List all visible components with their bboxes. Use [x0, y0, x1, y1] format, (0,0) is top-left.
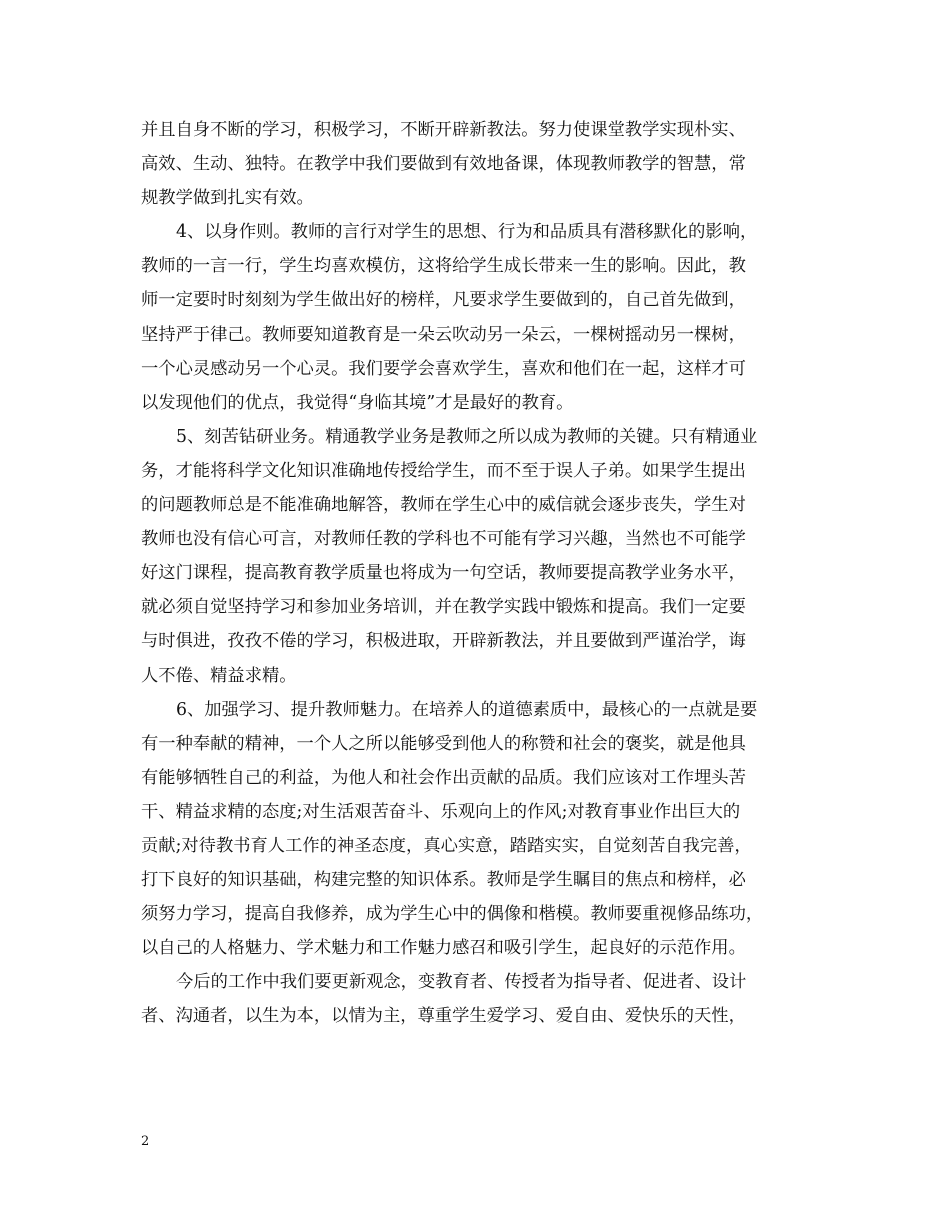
paragraph-first-line: 5、刻苦钻研业务。精通教学业务是教师之所以成为教师的关键。只有精通业 — [176, 426, 758, 447]
paragraph-line: 教师的一言一行，学生均喜欢模仿，这将给学生成长带来一生的影响。因此，教 — [141, 256, 746, 277]
paragraph-first-line: 6、加强学习、提升教师魅力。在培养人的道德素质中，最核心的一点就是要 — [176, 699, 758, 720]
paragraph-line: 须努力学习，提高自我修养，成为学生心中的偶像和楷模。教师要重视修品练功， — [141, 904, 764, 925]
paragraph-line: 贡献;对待教书育人工作的神圣态度，真心实意，踏踏实实，自觉刻苦自我完善， — [141, 835, 752, 856]
paragraph-line: 者、沟通者，以生为本，以情为主，尊重学生爱学习、爱自由、爱快乐的天性， — [141, 1006, 746, 1027]
paragraph-line: 与时俱进，孜孜不倦的学习，积极进取，开辟新教法，并且要做到严谨治学，诲 — [141, 631, 746, 652]
paragraph-line: 规教学做到扎实有效。 — [141, 188, 314, 209]
paragraph-line: 干、精益求精的态度;对生活艰苦奋斗、乐观向上的作风;对教育事业作出巨大的 — [141, 801, 741, 822]
paragraph-line: 务，才能将科学文化知识准确地传授给学生，而不至于误人子弟。如果学生提出 — [141, 460, 746, 481]
paragraph-line: 以自己的人格魅力、学术魅力和工作魅力感召和吸引学生，起良好的示范作用。 — [141, 938, 746, 959]
paragraph-line: 的问题教师总是不能准确地解答，教师在学生心中的威信就会逐步丧失，学生对 — [141, 495, 746, 516]
paragraph-line: 打下良好的知识基础，构建完整的知识体系。教师是学生瞩目的焦点和榜样，必 — [141, 870, 746, 891]
paragraph-first-line: 4、以身作则。教师的言行对学生的思想、行为和品质具有潜移默化的影响， — [176, 222, 758, 243]
paragraph-line: 以发现他们的优点，我觉得“身临其境”才是最好的教育。 — [141, 392, 574, 413]
paragraph-line: 有能够牺牲自己的利益，为他人和社会作出贡献的品质。我们应该对工作埋头苦 — [141, 767, 746, 788]
paragraph-line: 有一种奉献的精神，一个人之所以能够受到他人的称赞和社会的褒奖，就是他具 — [141, 733, 746, 754]
paragraph-line: 并且自身不断的学习，积极学习，不断开辟新教法。努力使课堂教学实现朴实、 — [141, 120, 746, 140]
paragraph-line: 坚持严于律己。教师要知道教育是一朵云吹动另一朵云，一棵树摇动另一棵树， — [141, 324, 746, 345]
paragraph-line: 人不倦、精益求精。 — [141, 665, 297, 686]
paragraph-line: 好这门课程，提高教育教学质量也将成为一句空话，教师要提高教学业务水平， — [141, 563, 746, 584]
paragraph-line: 高效、生动、独特。在教学中我们要做到有效地备课，体现教师教学的智慧，常 — [141, 154, 746, 175]
paragraph-first-line: 今后的工作中我们要更新观念，变教育者、传授者为指导者、促进者、设计 — [176, 972, 747, 993]
paragraph-line: 师一定要时时刻刻为学生做出好的榜样，凡要求学生要做到的，自己首先做到， — [141, 290, 746, 311]
paragraph-line: 一个心灵感动另一个心灵。我们要学会喜欢学生，喜欢和他们在一起，这样才可 — [141, 358, 746, 379]
paragraph-line: 教师也没有信心可言，对教师任教的学科也不可能有学习兴趣，当然也不可能学 — [141, 529, 746, 550]
paragraph-line: 就必须自觉坚持学习和参加业务培训，并在教学实践中锻炼和提高。我们一定要 — [141, 597, 746, 618]
body-text — [141, 113, 821, 1034]
page-number: 2 — [141, 1134, 150, 1149]
